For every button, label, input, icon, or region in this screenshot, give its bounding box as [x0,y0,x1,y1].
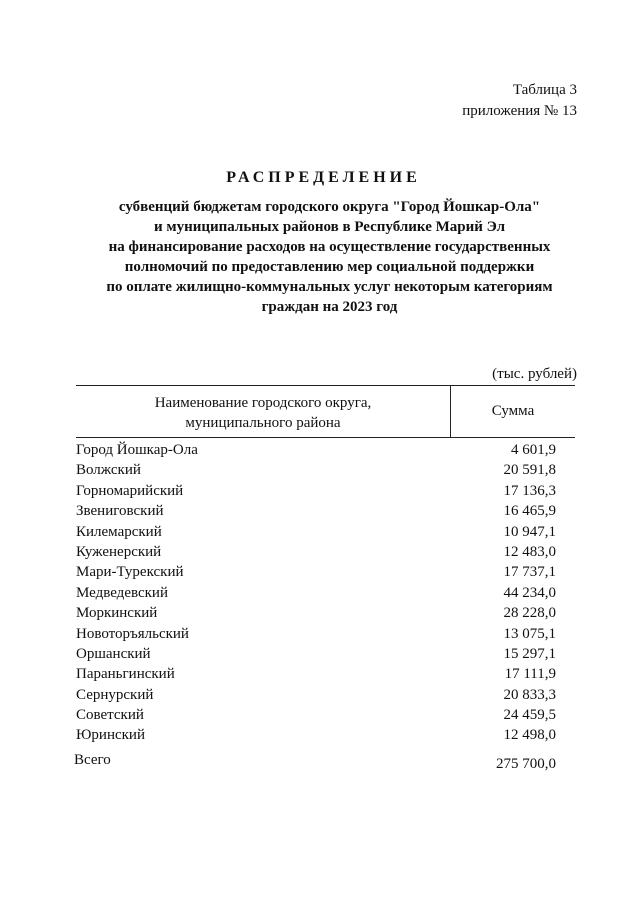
table-row [76,460,556,480]
row-name: Город Йошкар-Ола [76,442,198,458]
table-row [76,440,556,460]
table-row [76,725,556,745]
row-value: 17 136,3 [503,482,556,499]
row-value: 12 483,0 [503,543,556,560]
row-value: 13 075,1 [503,625,556,642]
table-row [76,522,556,542]
units-label: (тыс. рублей) [492,366,577,382]
row-name: Параньгинский [76,666,175,683]
table-header-border [76,437,575,438]
document-subtitle [0,197,639,317]
row-value: 20 833,3 [503,686,556,703]
row-value: 4 601,9 [511,442,556,458]
table-row [76,583,556,603]
column-header-name-line: Наименование городского округа, [154,395,372,411]
row-name: Медведевский [76,584,168,601]
row-name: Оршанский [76,645,151,662]
document-title: РАСПРЕДЕЛЕНИЕ [226,169,421,186]
column-header-name-line: муниципального района [185,415,341,431]
table-row [76,501,556,521]
column-header-sum: Сумма [491,403,535,419]
table-row [76,664,556,684]
row-name: Килемарский [76,523,162,540]
subtitle-line: субвенций бюджетам городского округа "Город Йошкар-Ола" [118,199,541,215]
row-value: 12 498,0 [503,727,556,744]
table-row [76,542,556,562]
table-row [76,603,556,623]
row-name: Юринский [76,727,145,744]
row-name: Советский [76,707,144,724]
row-name: Новоторъяльский [76,625,189,642]
total-value: 275 700,0 [496,756,556,772]
row-value: 28 228,0 [503,605,556,622]
total-row [74,752,556,772]
row-value: 44 234,0 [503,584,556,601]
row-name: Волжский [76,462,141,479]
row-name: Моркинский [76,605,158,622]
row-value: 10 947,1 [503,523,556,540]
subtitle-line: и муниципальных районов в Республике Марий Эл [153,219,506,235]
row-value: 17 737,1 [503,564,556,581]
table-body [76,440,556,746]
row-name: Звениговский [76,503,164,520]
row-value: 20 591,8 [503,462,556,479]
subtitle-line: по оплате жилищно-коммунальных услуг некоторым категориям [106,279,553,295]
total-label: Всего [74,752,111,768]
table-top-border [76,385,575,386]
table-row [76,644,556,664]
appendix-number: приложения № 13 [462,103,577,119]
table-reference [462,80,577,122]
table-row [76,705,556,725]
row-name: Горномарийский [76,482,184,499]
row-value: 15 297,1 [503,645,556,662]
table-row [76,624,556,644]
row-value: 16 465,9 [503,503,556,520]
table-number: Таблица 3 [512,82,577,98]
table-row [76,685,556,705]
column-header-name [76,393,450,433]
row-name: Куженерский [76,543,162,560]
subtitle-line: на финансирование расходов на осуществление государственных [108,239,551,255]
row-value: 17 111,9 [504,666,556,683]
subtitle-line: полномочий по предоставлению мер социальной поддержки [124,259,535,275]
row-value: 24 459,5 [503,707,556,724]
row-name: Сернурский [76,686,154,703]
subtitle-line: граждан на 2023 год [261,299,398,315]
table-row [76,481,556,501]
table-row [76,562,556,582]
row-name: Мари-Турекский [76,564,184,581]
